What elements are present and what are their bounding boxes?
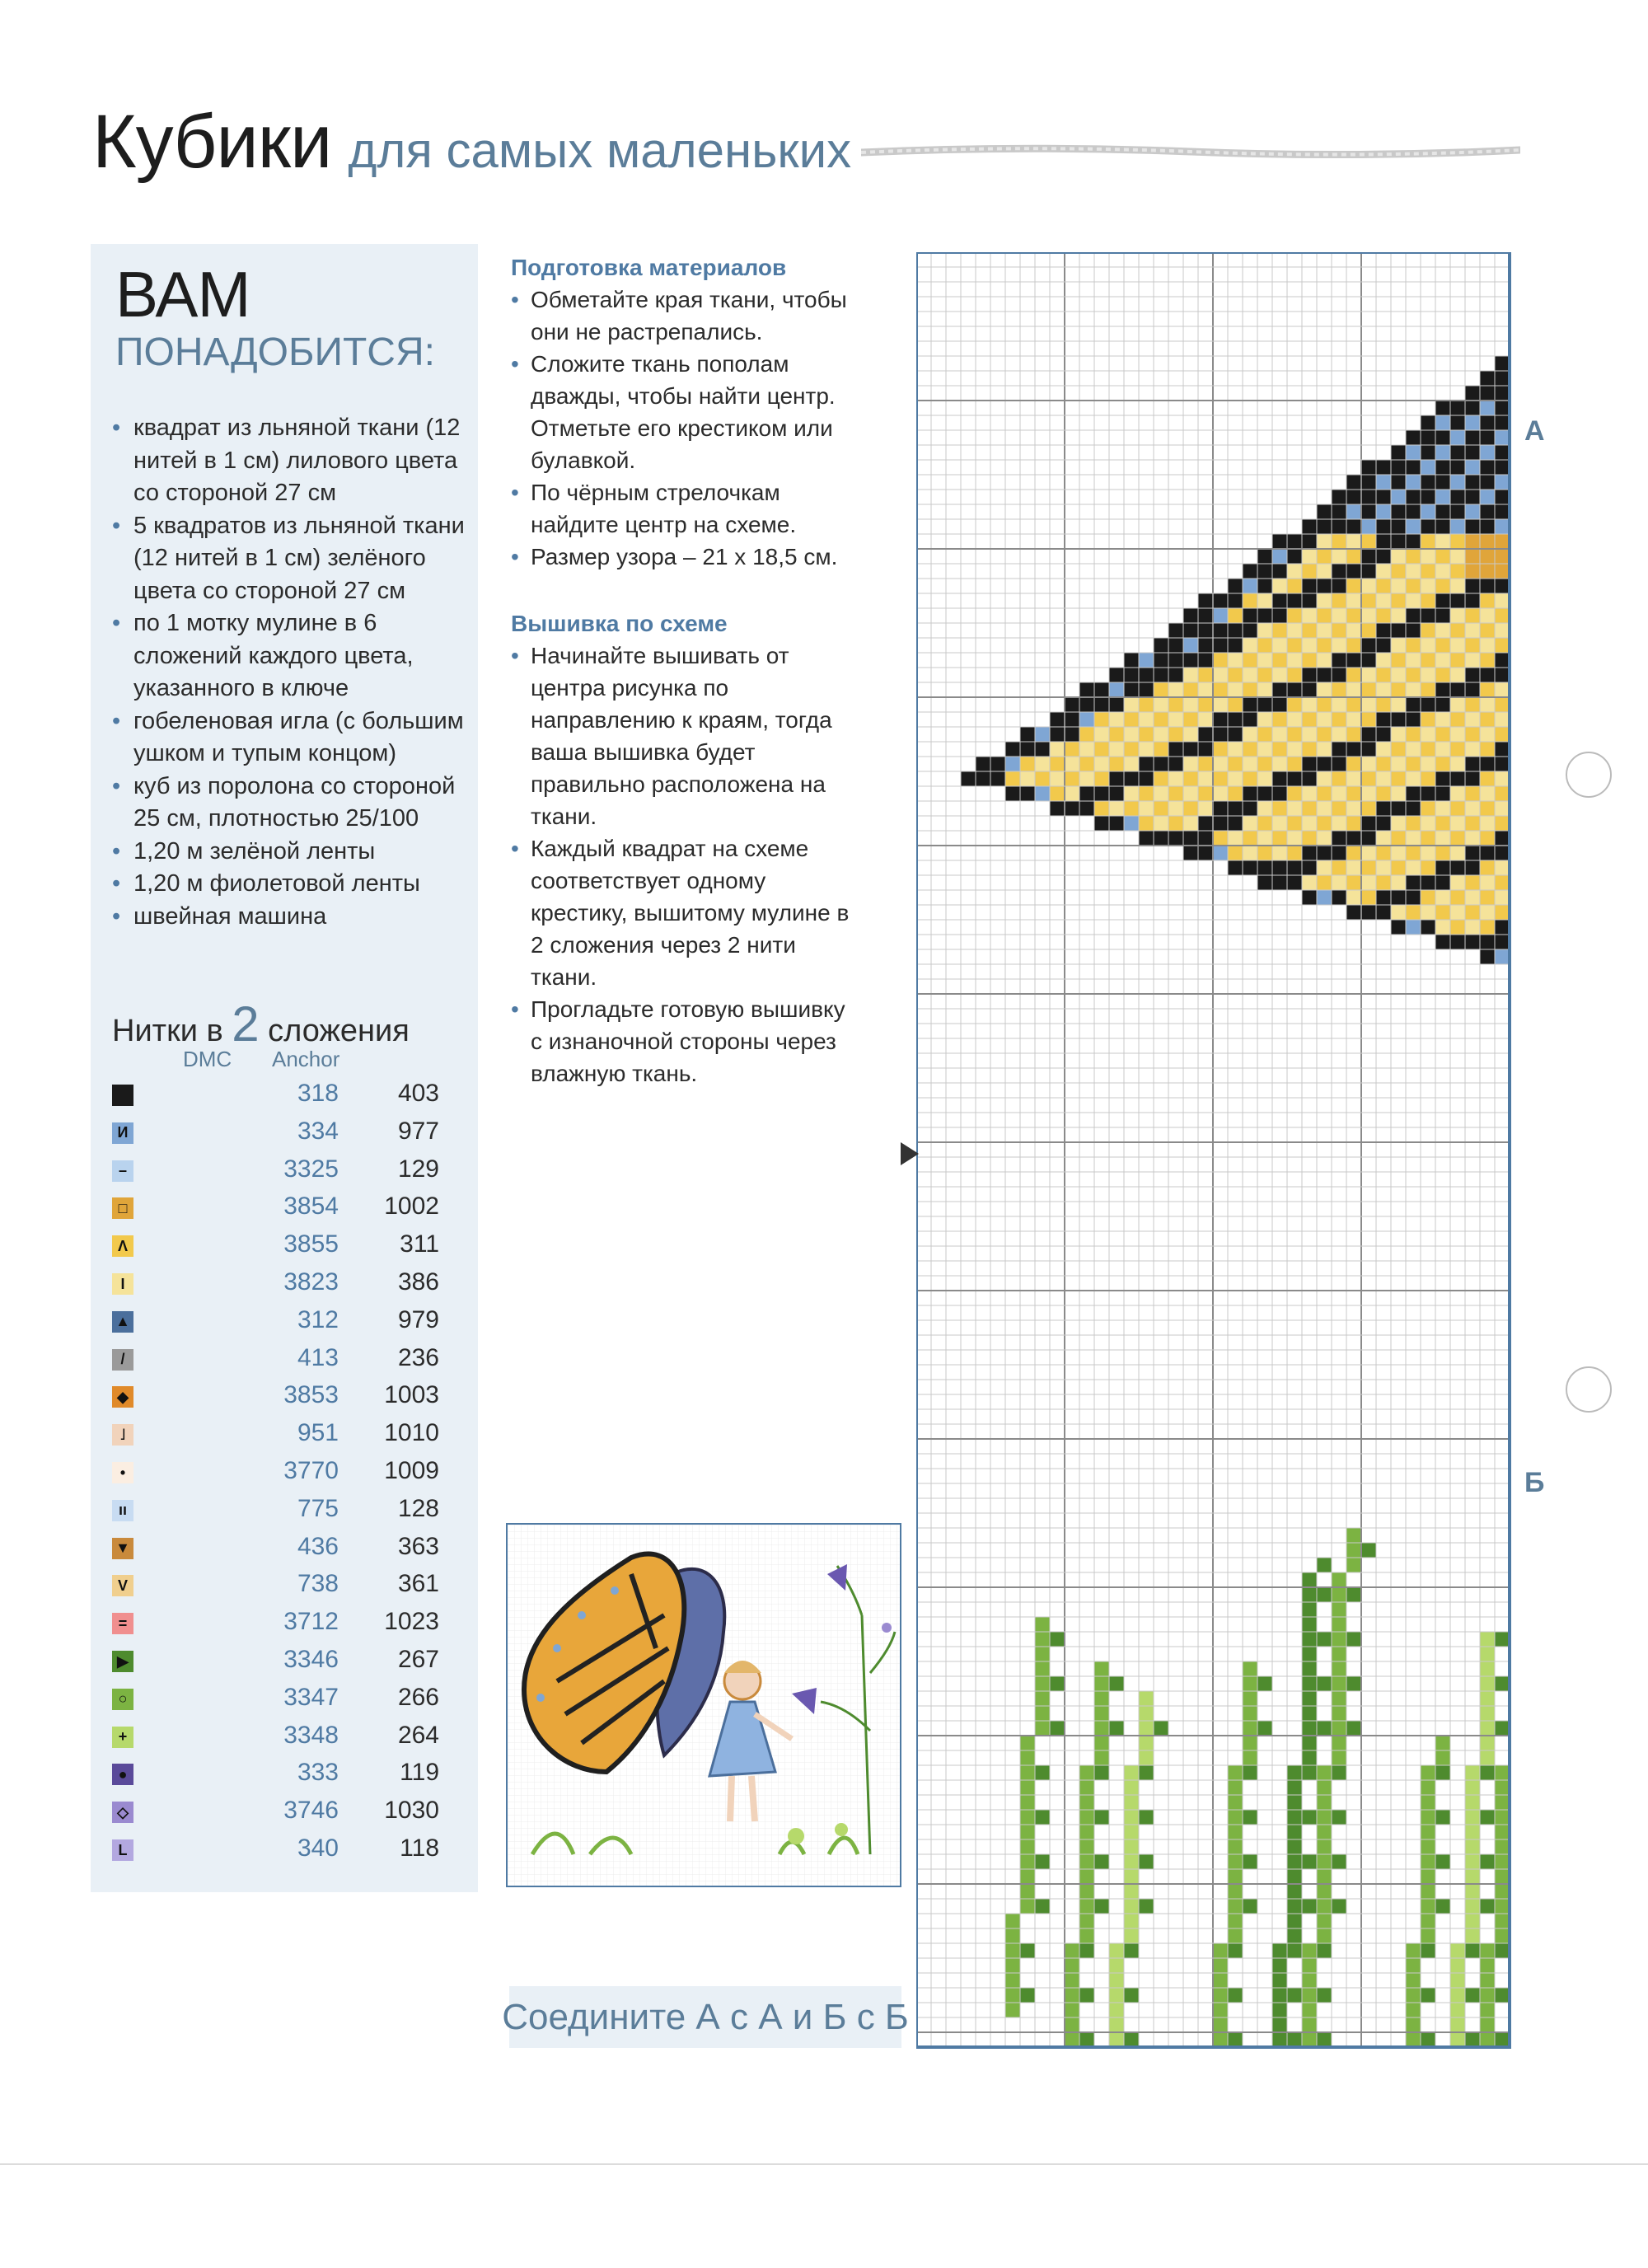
threads-heading — [112, 996, 410, 1052]
finished-design-preview — [506, 1523, 901, 1887]
color-key-row — [112, 1418, 439, 1454]
needs-item: • 1,20 м зелёной ленты — [112, 836, 466, 869]
color-key-row — [112, 1606, 439, 1642]
embroidery-section — [511, 608, 857, 1089]
col-dmc-header: DMC — [183, 1047, 232, 1071]
dmc-code: 3854 — [283, 1193, 339, 1221]
threads-heading-num: 2 — [232, 996, 260, 1052]
prep-item: • Обметайте края ткани, чтобы они не растрепались. — [511, 284, 857, 348]
color-swatch — [112, 1085, 133, 1106]
anchor-code: 361 — [397, 1570, 439, 1598]
color-swatch: + — [112, 1727, 133, 1748]
anchor-code: 264 — [397, 1721, 439, 1749]
needs-item: • гобеленовая игла (с большим ушком и тупым концом) — [112, 705, 466, 771]
color-swatch: ıı — [112, 1500, 133, 1521]
anchor-code: 266 — [397, 1683, 439, 1711]
binder-hole-icon — [1566, 1366, 1612, 1413]
dmc-code: 340 — [297, 1835, 339, 1862]
color-key-row — [112, 1078, 439, 1114]
dmc-code: 3325 — [283, 1155, 339, 1183]
prep-item: • Сложите ткань пополам дважды, чтобы найти центр. Отметьте его крестиком или булавкой. — [511, 348, 857, 476]
color-swatch: ◇ — [112, 1802, 133, 1823]
anchor-code: 1010 — [384, 1419, 439, 1447]
color-swatch: ● — [112, 1764, 133, 1785]
dmc-code: 3346 — [283, 1646, 339, 1673]
page-bottom-rule — [0, 2163, 1648, 2165]
needs-heading-line1: ВАМ — [115, 258, 250, 330]
color-key-row — [112, 1343, 439, 1379]
color-swatch: ˩ — [112, 1424, 133, 1446]
color-swatch: – — [112, 1160, 133, 1182]
color-key-row — [112, 1833, 439, 1869]
color-key-row — [112, 1531, 439, 1567]
dmc-code: 333 — [297, 1759, 339, 1787]
color-swatch: • — [112, 1462, 133, 1483]
page-title — [92, 99, 851, 185]
prep-item: • Размер узора – 21 х 18,5 см. — [511, 541, 857, 573]
color-key-row — [112, 1116, 439, 1152]
color-key-row — [112, 1380, 439, 1416]
color-key-row — [112, 1493, 439, 1530]
color-swatch: I — [112, 1273, 133, 1295]
color-key-row — [112, 1455, 439, 1492]
color-swatch: □ — [112, 1197, 133, 1219]
embroidery-item: • Начинайте вышивать от центра рисунка по направлению к краям, тогда ваша вышивка будет правильно расположена на ткани. — [511, 640, 857, 832]
dmc-code: 413 — [297, 1343, 339, 1371]
dmc-code: 775 — [297, 1494, 339, 1522]
color-swatch: V — [112, 1575, 133, 1596]
color-key-row — [112, 1229, 439, 1265]
color-key-row — [112, 1305, 439, 1341]
anchor-code: 386 — [397, 1268, 439, 1296]
anchor-code: 403 — [397, 1080, 439, 1107]
needs-list — [112, 412, 466, 933]
embroidery-list — [511, 640, 857, 1089]
dmc-code: 3770 — [283, 1457, 339, 1484]
anchor-code: 977 — [397, 1117, 439, 1145]
dmc-code: 436 — [297, 1532, 339, 1560]
color-swatch: = — [112, 1613, 133, 1634]
embroidery-heading: Вышивка по схеме — [511, 611, 728, 636]
color-swatch: ○ — [112, 1689, 133, 1710]
dmc-code: 318 — [297, 1080, 339, 1107]
color-swatch: / — [112, 1349, 133, 1371]
anchor-code: 1023 — [384, 1608, 439, 1636]
cross-stitch-chart — [916, 252, 1511, 2049]
dmc-code: 951 — [297, 1419, 339, 1447]
dmc-code: 3348 — [283, 1721, 339, 1749]
prep-heading: Подготовка материалов — [511, 255, 787, 280]
title-sub: для самых маленьких — [348, 123, 852, 178]
anchor-code: 311 — [400, 1230, 439, 1258]
color-key-row — [112, 1267, 439, 1303]
color-key-row — [112, 1568, 439, 1605]
embroidery-item: • Прогладьте готовую вышивку с изнаночной стороны через влажную ткань. — [511, 993, 857, 1089]
title-main: Кубики — [92, 100, 332, 184]
thread-decoration — [861, 142, 1520, 163]
needs-item: • 1,20 м фиолетовой ленты — [112, 868, 466, 901]
anchor-code: 1030 — [384, 1797, 439, 1825]
anchor-code: 119 — [400, 1759, 439, 1787]
threads-heading-pre: Нитки в — [112, 1014, 223, 1048]
color-key-row — [112, 1644, 439, 1680]
threads-heading-post: сложения — [268, 1014, 410, 1048]
embroidery-item: • Каждый квадрат на схеме соответствует одному крестику, вышитому мулине в 2 сложения через 2 нити ткани. — [511, 832, 857, 993]
needs-item: • куб из поролона со стороной 25 см, плотностью 25/100 — [112, 771, 466, 836]
color-key-row — [112, 1154, 439, 1190]
anchor-code: 236 — [397, 1343, 439, 1371]
color-key-row — [112, 1191, 439, 1227]
needs-heading-line2: ПОНАДОБИТСЯ: — [115, 330, 435, 374]
color-swatch: ▲ — [112, 1311, 133, 1333]
binder-hole-icon — [1566, 752, 1612, 798]
dmc-code: 3853 — [283, 1381, 339, 1409]
color-key-row — [112, 1720, 439, 1756]
dmc-code: 312 — [297, 1305, 339, 1333]
anchor-code: 363 — [397, 1532, 439, 1560]
col-anchor-header: Anchor — [272, 1047, 340, 1071]
color-key-row — [112, 1795, 439, 1831]
anchor-code: 1009 — [384, 1457, 439, 1484]
anchor-code: 128 — [397, 1494, 439, 1522]
anchor-code: 129 — [397, 1155, 439, 1183]
dmc-code: 334 — [297, 1117, 339, 1145]
anchor-code: 1003 — [384, 1381, 439, 1409]
needs-item: • швейная машина — [112, 901, 466, 934]
anchor-code: 1002 — [384, 1193, 439, 1221]
color-swatch: И — [112, 1122, 133, 1144]
dmc-code: 3347 — [283, 1683, 339, 1711]
dmc-code: 3712 — [283, 1608, 339, 1636]
needs-item: • 5 квадратов из льняной ткани (12 нитей в 1 см) зелёного цвета со стороной 27 см — [112, 510, 466, 608]
prep-item: • По чёрным стрелочкам найдите центр на схеме. — [511, 476, 857, 541]
anchor-code: 979 — [397, 1305, 439, 1333]
color-key-row — [112, 1682, 439, 1718]
color-swatch: ▼ — [112, 1538, 133, 1559]
color-swatch: ▶ — [112, 1651, 133, 1672]
anchor-code: 118 — [400, 1835, 439, 1862]
chart-marker-b: Б — [1524, 1467, 1545, 1498]
dmc-code: 738 — [297, 1570, 339, 1598]
dmc-code: 3855 — [283, 1230, 339, 1258]
color-swatch: L — [112, 1839, 133, 1861]
prep-section — [511, 252, 857, 573]
prep-list — [511, 284, 857, 573]
connect-note: Соедините А с А и Б с Б — [509, 1986, 901, 2048]
chart-marker-a: А — [1524, 415, 1545, 447]
center-arrow-icon — [901, 1142, 919, 1165]
dmc-code: 3746 — [283, 1797, 339, 1825]
color-swatch: Λ — [112, 1235, 133, 1257]
color-swatch: ◆ — [112, 1386, 133, 1408]
anchor-code: 267 — [397, 1646, 439, 1673]
needs-item: • квадрат из льняной ткани (12 нитей в 1 см) лилового цвета со стороной 27 см — [112, 412, 466, 510]
color-key-row — [112, 1757, 439, 1793]
dmc-code: 3823 — [283, 1268, 339, 1296]
needs-item: • по 1 мотку мулине в 6 сложений каждого цвета, указанного в ключе — [112, 607, 466, 705]
